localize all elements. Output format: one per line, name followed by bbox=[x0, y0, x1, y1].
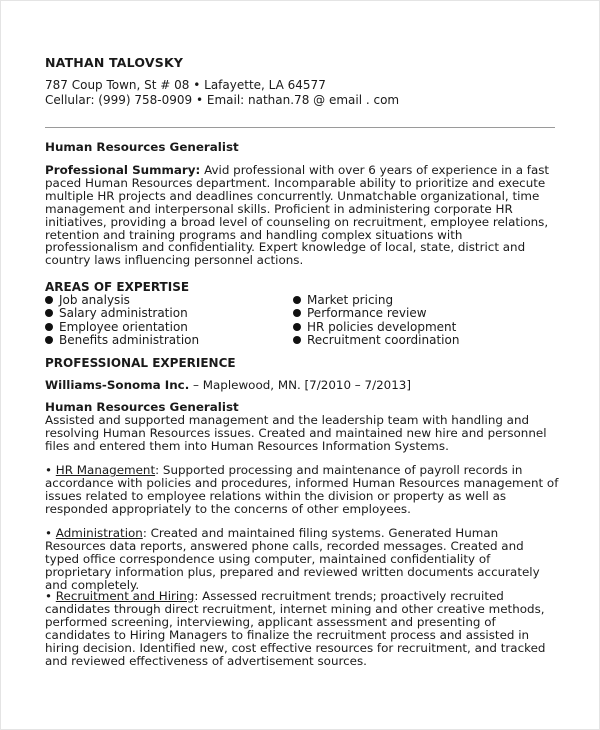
item-text: : Assessed recruitment trends; proactively recruited candidates through direct recruitment, internet mining and other creative methods, performed screening, interviewing, applicant assessment and presenting of candidates to Hiring Managers to finalize the recruitment process and assisted in hiring decision. Identified new, cost effective resources for recruitment, and tracked and reviewed effectiveness of advertisement sources. bbox=[45, 589, 546, 668]
objective-title: Human Resources Generalist bbox=[45, 140, 239, 154]
list-item: Market pricing bbox=[293, 294, 533, 307]
bullet-icon bbox=[45, 323, 53, 331]
job-title: Human Resources Generalist bbox=[45, 400, 239, 414]
contact-line: Cellular: (999) 758-0909 • Email: nathan.78 @ email . com bbox=[45, 93, 400, 107]
bullet-icon bbox=[293, 336, 301, 344]
bullet-icon bbox=[45, 336, 53, 344]
job-description: Assisted and supported management and the leadership team with handling and resolving Human Resources issues. Created and maintained new hire and personnel files and entered them into Human Resources Information Systems. bbox=[45, 412, 547, 453]
company-name: Williams-Sonoma Inc. bbox=[45, 378, 190, 392]
summary-text: Avid professional with over 6 years of experience in a fast paced Human Resources department. Incomparable ability to prioritize and execute multiple HR projects and deadlines concurrently. Unmatchable organizational, time management and interpersonal skills. Proficient in administering corporate HR initiatives, providing a broad level of counseling on recruitment, employee relations, retention and training programs and handling complex situations with professionalism and confidentiality. Expert knowledge of local, state, district and country laws influencing personnel actions. bbox=[45, 163, 550, 268]
bullet-icon bbox=[293, 296, 301, 304]
expertise-heading: AREAS OF EXPERTISE bbox=[45, 280, 190, 294]
list-item: Benefits administration bbox=[45, 334, 285, 347]
expertise-right-column bbox=[293, 294, 533, 347]
list-item: Job analysis bbox=[45, 294, 285, 307]
candidate-name: NATHAN TALOVSKY bbox=[45, 55, 184, 70]
address-line: 787 Coup Town, St # 08 • Lafayette, LA 64577 bbox=[45, 78, 326, 92]
bullet-icon bbox=[45, 309, 53, 317]
header-divider bbox=[45, 127, 555, 128]
company-line bbox=[45, 379, 559, 392]
bullet-icon bbox=[45, 296, 53, 304]
summary-label: Professional Summary: bbox=[45, 163, 201, 177]
item-text: : Supported processing and maintenance of payroll records in accordance with policies and procedures, informed Human Resources management of issues related to employee relations within the division or property as well as responded appropriately to the concerns of other employees. bbox=[45, 463, 559, 516]
bullet-icon bbox=[293, 309, 301, 317]
list-item: Salary administration bbox=[45, 307, 285, 320]
item-label: HR Management bbox=[55, 463, 156, 477]
experience-heading-block bbox=[45, 357, 559, 370]
job-block bbox=[45, 401, 559, 453]
experience-heading: PROFESSIONAL EXPERIENCE bbox=[45, 356, 236, 370]
item-label: Administration bbox=[55, 526, 143, 540]
professional-summary bbox=[45, 164, 559, 267]
list-item: HR policies development bbox=[293, 321, 533, 334]
experience-item-recruitment: • Recruitment and Hiring: Assessed recruitment trends; proactively recruited candidates through direct recruitment, internet mining and other creative methods, performed screening, interviewing, applicant assessment and presenting of candidates to Hiring Managers to finalize the recruitment process and assisted in hiring decision. Identified new, cost effective resources for recruitment, and tracked and reviewed effectiveness of advertisement sources. bbox=[45, 589, 546, 668]
experience-item-hr: • HR Management: Supported processing and maintenance of payroll records in accordance with policies and procedures, informed Human Resources management of issues related to employee relations within the division or property as well as responded appropriately to the concerns of other employees. bbox=[45, 463, 559, 516]
item-label: Recruitment and Hiring bbox=[55, 589, 195, 603]
item-text: : Created and maintained filing systems. Generated Human Resources data reports, answered phone calls, recorded messages. Created and typed office correspondence using computer, maintained confidentiality of proprietary information plus, prepared and reviewed written documents accurately and completely. bbox=[45, 526, 540, 592]
objective-title-block bbox=[45, 141, 559, 154]
expertise-heading-block bbox=[45, 281, 559, 294]
bullet-icon bbox=[293, 323, 301, 331]
experience-item-admin: • Administration: Created and maintained filing systems. Generated Human Resources data reports, answered phone calls, recorded messages. Created and typed office correspondence using computer, maintained confidentiality of proprietary information plus, prepared and reviewed written documents accurately and completely. bbox=[45, 526, 540, 592]
expertise-left-column bbox=[45, 294, 285, 347]
list-item: Employee orientation bbox=[45, 321, 285, 334]
list-item: Recruitment coordination bbox=[293, 334, 533, 347]
company-detail: – Maplewood, MN. [7/2010 – 7/2013] bbox=[189, 378, 411, 392]
list-item: Performance review bbox=[293, 307, 533, 320]
